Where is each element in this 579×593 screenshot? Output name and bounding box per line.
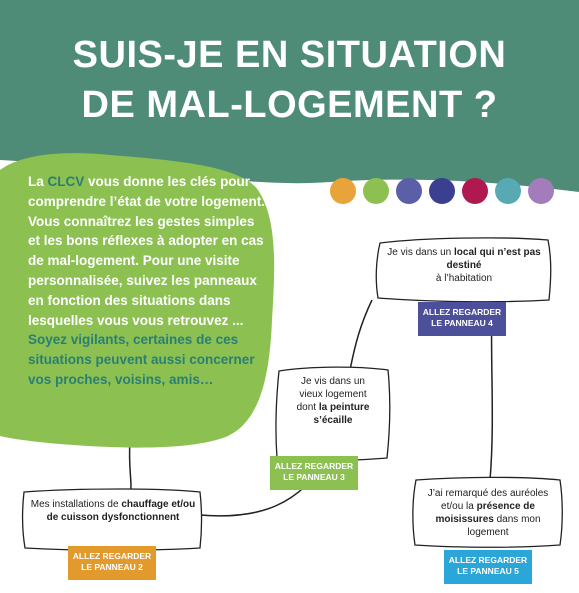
title-line-1: SUIS-JE EN SITUATION (72, 34, 507, 76)
card-panneau-5 (420, 487, 556, 539)
tag-panneau-5[interactable] (444, 550, 532, 584)
card-4-text-b: local qui n’est pas destiné (446, 247, 541, 271)
card-2-text-b: chauffage et/ou de cuisson dysfonctionnent (46, 499, 196, 523)
card-panneau-4 (384, 246, 544, 285)
intro-body: vous donne les clés pour comprendre l’état de votre logement. Vous connaîtrez les gestes simples et les bons réflexes à adopter en cas de mal-logement. Pour une visite personnalisée, suivez les panneaux en fonction des situations dans lesquelles vous vous retrouvez ... (28, 174, 266, 328)
tag-3-line-1: ALLEZ REGARDER (274, 461, 354, 471)
card-4-text-a: Je vis dans un (387, 247, 454, 258)
card-5-text-c: dans mon logement (467, 514, 541, 538)
clcv-name: CLCV (47, 174, 85, 189)
card-4-text-c: à l’habitation (435, 273, 493, 284)
tag-4-line-1: ALLEZ REGARDER (422, 307, 502, 317)
card-panneau-3 (292, 375, 374, 427)
tag-panneau-4[interactable] (418, 302, 506, 336)
card-5-text-a: J’ai remarqué des auréoles et/ou la (427, 488, 549, 512)
card-panneau-2 (30, 498, 196, 524)
tag-5-line-2: LE PANNEAU 5 (457, 566, 519, 576)
card-3-text-a: Je vis dans un vieux logement dont (296, 376, 367, 413)
title-line-2: DE MAL-LOGEMENT ? (81, 84, 498, 126)
tag-2-line-2: LE PANNEAU 2 (81, 562, 143, 572)
tag-panneau-2[interactable] (68, 546, 156, 580)
intro-lead: La (28, 174, 48, 189)
card-2-text-a: Mes installations de (30, 499, 122, 510)
tag-3-line-2: LE PANNEAU 3 (283, 472, 345, 482)
tag-panneau-3[interactable] (270, 456, 358, 490)
card-3-text-b: la peinture s’écaille (313, 402, 370, 426)
card-5-text-b: présence de moisissures (435, 501, 535, 525)
tag-2-line-1: ALLEZ REGARDER (72, 551, 152, 561)
tag-5-line-1: ALLEZ REGARDER (448, 555, 528, 565)
intro-warning: Soyez vigilants, certaines de ces situations peuvent aussi concerner vos proches, voisins, amis… (28, 332, 255, 387)
tag-4-line-2: LE PANNEAU 4 (431, 318, 493, 328)
